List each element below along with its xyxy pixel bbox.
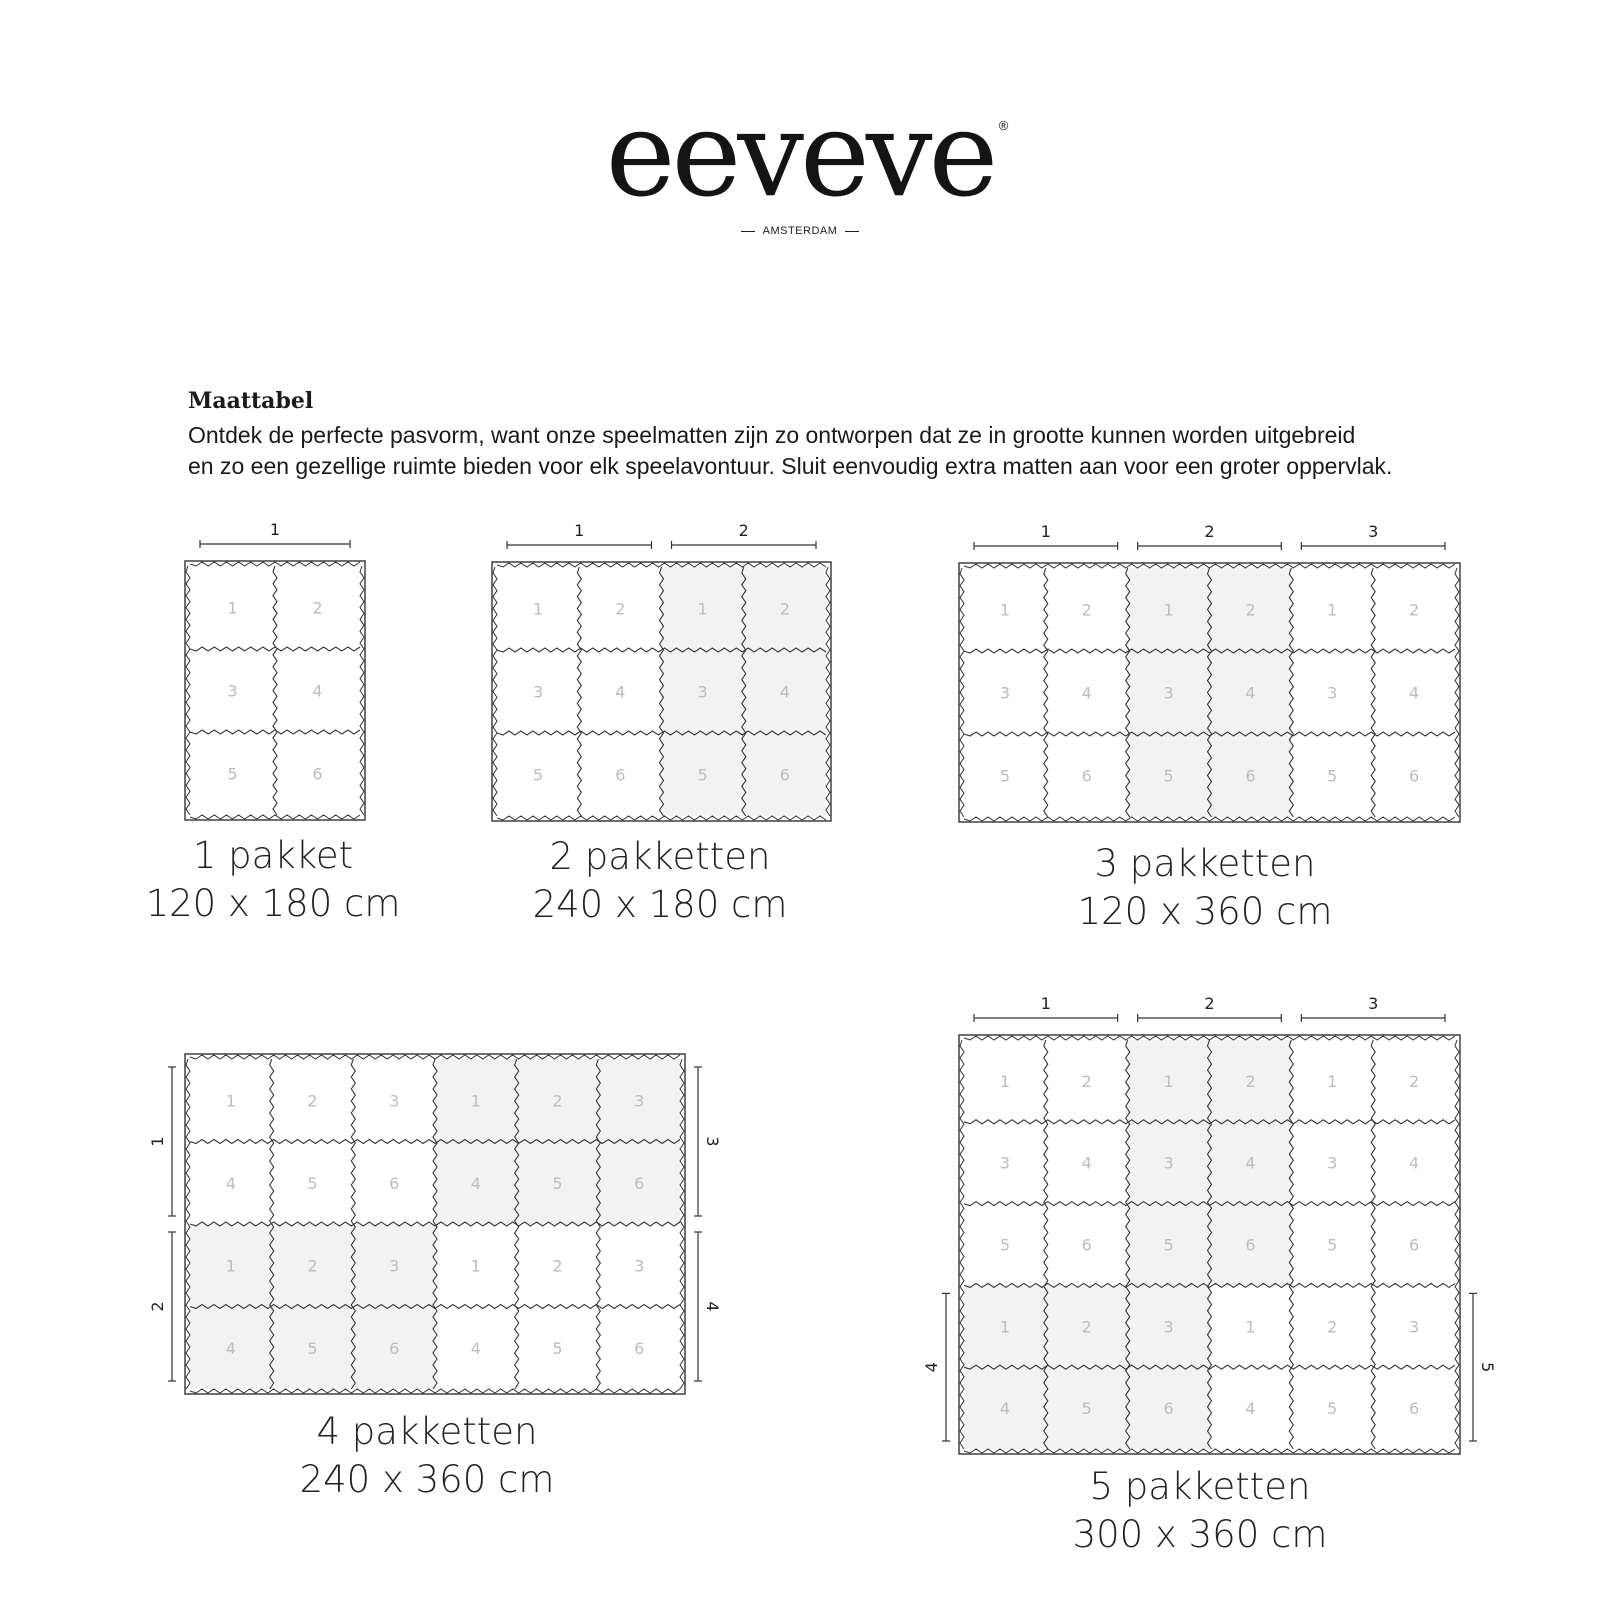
- tile-number: 5: [1327, 766, 1338, 786]
- tile-number: 1: [999, 1317, 1011, 1337]
- tile-number: 5: [1327, 1235, 1338, 1255]
- puzzle-edge: [680, 1059, 684, 1389]
- tile-number: 4: [1081, 1153, 1092, 1173]
- tile-number: 3: [533, 682, 544, 702]
- tile-number: 5: [999, 1235, 1011, 1255]
- tile-number: 6: [1245, 766, 1256, 786]
- tile-number: 2: [1081, 1317, 1092, 1337]
- puzzle-edge: [497, 816, 826, 820]
- tile-number: 6: [312, 764, 323, 784]
- caption-packages: 3 pakketten: [1094, 842, 1316, 885]
- package-label: 1: [574, 521, 585, 540]
- tile-number: 1: [1245, 1317, 1256, 1337]
- tile-number: 5: [1081, 1399, 1092, 1419]
- tile-number: 4: [225, 1338, 236, 1358]
- tile-number: 3: [999, 1153, 1011, 1173]
- tile-number: 2: [1245, 600, 1256, 620]
- tile-number: 2: [312, 598, 323, 618]
- tile-number: 3: [1327, 683, 1338, 703]
- tile-number: 3: [697, 682, 708, 702]
- tile-number: 4: [312, 681, 323, 701]
- tile-number: 5: [533, 765, 544, 785]
- tile-number: 1: [225, 1256, 236, 1276]
- tile-number: 6: [1245, 1235, 1256, 1255]
- caption-packages: 2 pakketten: [549, 835, 771, 878]
- puzzle-edge: [190, 815, 360, 819]
- intro-line-2: en zo een gezellige ruimte bieden voor elk speelavontuur. Sluit eenvoudig extra matten aan voor een groter oppervlak.: [188, 453, 1393, 479]
- tile-number: 4: [1408, 1153, 1420, 1173]
- registered-mark: ®: [998, 118, 1009, 133]
- tile-number: 1: [999, 600, 1011, 620]
- tile-number: 3: [634, 1091, 645, 1111]
- config-caption-4: [300, 1408, 555, 1504]
- brand-city-label: AMSTERDAM: [762, 225, 838, 237]
- tile-number: 1: [470, 1256, 481, 1276]
- tile-number: 2: [1408, 600, 1420, 620]
- caption-size: 240 x 180 cm: [532, 883, 788, 926]
- puzzle-edge: [964, 564, 1455, 568]
- package-label: 2: [1204, 522, 1215, 541]
- package-label: 1: [269, 520, 281, 539]
- tile-number: 6: [1081, 766, 1092, 786]
- package-label: 2: [148, 1301, 167, 1312]
- tile-number: 4: [1408, 683, 1420, 703]
- tile-number: 1: [999, 1071, 1011, 1091]
- tile-number: 5: [1163, 1235, 1174, 1255]
- tile-number: 2: [307, 1256, 318, 1276]
- puzzle-edge: [1455, 1040, 1459, 1449]
- config-caption-5: [1073, 1463, 1328, 1559]
- tile-number: 4: [1245, 1399, 1256, 1419]
- puzzle-edge: [960, 1040, 964, 1449]
- tile-number: 6: [615, 765, 626, 785]
- tile-number: 3: [1163, 1317, 1174, 1337]
- tile-number: 2: [1408, 1071, 1420, 1091]
- package-label: 1: [1040, 994, 1051, 1013]
- puzzle-edge: [186, 1059, 190, 1389]
- package-label: 3: [703, 1136, 722, 1147]
- tile-number: 3: [1163, 1153, 1174, 1173]
- caption-packages: 1 pakket: [192, 834, 354, 877]
- mat-config-4: [148, 1054, 722, 1394]
- package-label: 1: [1040, 522, 1051, 541]
- puzzle-edge: [1455, 568, 1459, 817]
- tile-number: 6: [1163, 1399, 1174, 1419]
- puzzle-edge: [964, 1036, 1455, 1040]
- tile-number: 2: [1081, 1071, 1092, 1091]
- config-caption-3: [1078, 840, 1333, 936]
- mat-config-3: [959, 522, 1460, 822]
- tile-number: 1: [533, 599, 544, 619]
- tile-number: 6: [634, 1338, 645, 1358]
- tile-number: 5: [307, 1338, 318, 1358]
- mat-config-2: [492, 521, 831, 821]
- tile-number: 1: [1163, 600, 1174, 620]
- package-label: 3: [1368, 994, 1379, 1013]
- caption-size: 240 x 360 cm: [299, 1458, 555, 1501]
- caption-packages: 5 pakketten: [1089, 1465, 1311, 1508]
- mat-config-5: [922, 994, 1497, 1454]
- tile-number: 4: [470, 1338, 481, 1358]
- tile-number: 4: [779, 682, 790, 702]
- tile-number: 3: [1163, 683, 1174, 703]
- tile-number: 2: [552, 1256, 563, 1276]
- tile-number: 2: [1081, 600, 1092, 620]
- puzzle-edge: [190, 562, 360, 566]
- tile-number: 2: [779, 599, 790, 619]
- tile-number: 2: [615, 599, 626, 619]
- caption-size: 120 x 180 cm: [145, 882, 401, 925]
- tile-number: 5: [999, 766, 1011, 786]
- tile-number: 4: [1081, 683, 1092, 703]
- puzzle-edge: [964, 817, 1455, 821]
- tile-number: 2: [552, 1091, 563, 1111]
- tile-number: 5: [1163, 766, 1174, 786]
- package-label: 1: [148, 1136, 167, 1147]
- puzzle-edge: [186, 566, 190, 815]
- tile-number: 3: [1408, 1317, 1420, 1337]
- mat-config-1: [185, 520, 365, 820]
- tile-number: 4: [1245, 1153, 1256, 1173]
- config-caption-2: [533, 833, 788, 929]
- tile-number: 5: [227, 764, 238, 784]
- tile-number: 4: [225, 1173, 236, 1193]
- brand-name: eeveve: [605, 85, 995, 223]
- tile-number: 4: [615, 682, 626, 702]
- tile-number: 6: [634, 1173, 645, 1193]
- tile-number: 5: [552, 1338, 563, 1358]
- tile-number: 6: [779, 765, 790, 785]
- tile-number: 6: [1408, 1235, 1420, 1255]
- config-caption-1: [146, 832, 401, 928]
- tile-number: 3: [1327, 1153, 1338, 1173]
- package-label: 3: [1368, 522, 1379, 541]
- package-label: 4: [922, 1362, 941, 1373]
- tile-number: 4: [1245, 683, 1256, 703]
- tile-number: 6: [389, 1338, 400, 1358]
- tile-number: 6: [1408, 1399, 1420, 1419]
- package-label: 5: [1478, 1362, 1497, 1373]
- puzzle-edge: [960, 568, 964, 817]
- puzzle-edge: [493, 567, 497, 816]
- tile-number: 6: [389, 1173, 400, 1193]
- puzzle-edge: [190, 1389, 680, 1393]
- intro-line-1: Ontdek de perfecte pasvorm, want onze speelmatten zijn zo ontworpen dat ze in grootte kunnen worden uitgebreid: [188, 422, 1356, 448]
- package-label: 2: [738, 521, 749, 540]
- tile-number: 5: [307, 1173, 318, 1193]
- tile-number: 6: [1408, 766, 1420, 786]
- puzzle-edge: [964, 1449, 1455, 1453]
- tile-number: 2: [1327, 1317, 1338, 1337]
- tile-number: 2: [307, 1091, 318, 1111]
- tile-number: 5: [1327, 1399, 1338, 1419]
- tile-number: 3: [999, 683, 1011, 703]
- tile-number: 2: [1245, 1071, 1256, 1091]
- package-label: 4: [703, 1301, 722, 1312]
- puzzle-edge: [826, 567, 830, 816]
- tile-number: 1: [227, 598, 238, 618]
- tile-number: 5: [552, 1173, 563, 1193]
- tile-number: 4: [999, 1399, 1011, 1419]
- caption-packages: 4 pakketten: [316, 1410, 538, 1453]
- tile-number: 5: [697, 765, 708, 785]
- tile-number: 1: [470, 1091, 481, 1111]
- tile-number: 1: [225, 1091, 236, 1111]
- puzzle-edge: [497, 563, 826, 567]
- tile-number: 3: [389, 1091, 400, 1111]
- puzzle-edge: [360, 566, 364, 815]
- puzzle-edge: [190, 1055, 680, 1059]
- tile-number: 1: [697, 599, 708, 619]
- caption-size: 120 x 360 cm: [1077, 890, 1333, 933]
- caption-size: 300 x 360 cm: [1072, 1513, 1328, 1556]
- tile-number: 3: [227, 681, 238, 701]
- package-label: 2: [1204, 994, 1215, 1013]
- tile-number: 3: [389, 1256, 400, 1276]
- tile-number: 3: [634, 1256, 645, 1276]
- tile-number: 1: [1327, 1071, 1338, 1091]
- section-title: Maattabel: [188, 388, 314, 414]
- tile-number: 1: [1163, 1071, 1174, 1091]
- tile-number: 1: [1327, 600, 1338, 620]
- tile-number: 6: [1081, 1235, 1092, 1255]
- tile-number: 4: [470, 1173, 481, 1193]
